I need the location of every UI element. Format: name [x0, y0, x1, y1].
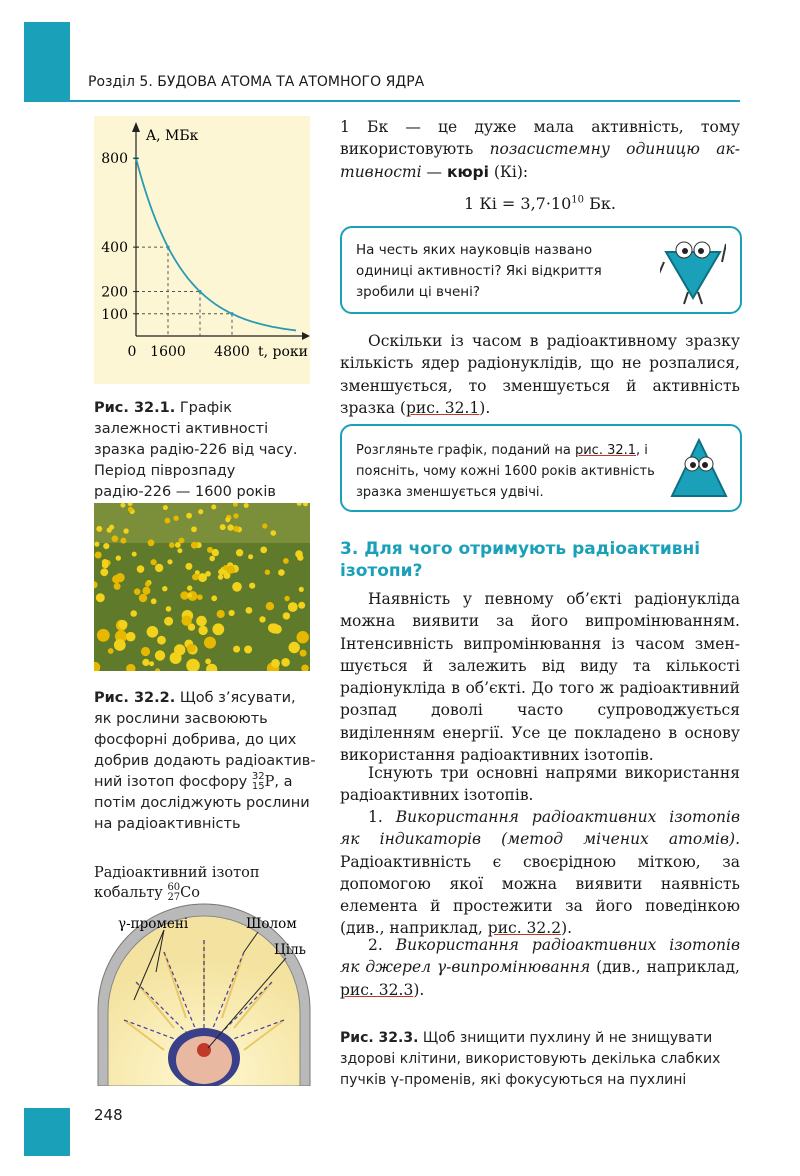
- question-1-text: На честь яких науковців названо одиниці активності? Які відкриття зробили ці вчені?: [356, 242, 602, 300]
- flower: [212, 623, 224, 635]
- flower: [157, 636, 166, 645]
- figure-caption-32-2: [94, 688, 316, 835]
- formula-exponent: 10: [571, 194, 585, 206]
- y-tick-label: 200: [101, 284, 128, 301]
- p1-dash: —: [421, 162, 447, 181]
- section-heading: 3. Для чого отримують радіоактивні ізотопи?: [340, 539, 701, 581]
- flower: [186, 513, 192, 519]
- flower: [123, 528, 128, 533]
- element-symbol: Co: [180, 885, 200, 901]
- y-axis-arrow: [132, 122, 140, 132]
- flower: [100, 568, 108, 576]
- paragraph-detection: Наявність у певному об’єкті радіонукліда можна виявити за його випромінюванням. Інтенсивність випромінювання із часом зменшується й залежить від виду та кількості радіонукліда в об’єкті. До того ж радіоактивний розпад доволі часто супроводжується виділенням енергії. Усе це покладено в основу використання радіоактивних ізотопів.: [340, 590, 740, 765]
- decay-curve: [136, 158, 296, 330]
- flower: [196, 616, 207, 627]
- flower: [177, 548, 182, 553]
- flower: [244, 646, 252, 654]
- flower: [126, 632, 136, 642]
- gamma-knife-diagram: [94, 900, 314, 1086]
- flower: [278, 569, 285, 576]
- flower: [204, 637, 216, 649]
- flower: [295, 550, 303, 558]
- target-label: Ціль: [274, 942, 307, 958]
- flower: [174, 644, 185, 655]
- flower: [271, 659, 280, 668]
- flower: [191, 542, 198, 549]
- flower: [205, 659, 211, 665]
- p1-italic: позасистемну одиницю активності: [340, 140, 740, 181]
- caption-text-end: , а потім досліджують рослини на радіоактивність: [94, 774, 310, 832]
- section-header: Розділ 5. БУДОВА АТОМА ТА АТОМНОГО ЯДРА: [88, 74, 425, 90]
- x-tick-label: 4800: [214, 344, 250, 360]
- paragraph-becquerel: [340, 116, 740, 183]
- flower: [227, 565, 235, 573]
- flower: [166, 606, 172, 612]
- x-axis-arrow: [302, 332, 310, 340]
- x-tick-label: 1600: [150, 344, 186, 360]
- flower: [209, 556, 215, 562]
- element-symbol: P: [264, 774, 275, 790]
- flower: [175, 542, 181, 548]
- flower: [95, 552, 102, 559]
- curie-formula: [340, 194, 740, 213]
- flower: [198, 626, 207, 635]
- flower: [283, 612, 290, 619]
- y-tick-label: 100: [101, 306, 128, 323]
- flower: [236, 549, 243, 556]
- helmet-label: Шолом: [246, 916, 297, 932]
- field-far: [94, 503, 310, 543]
- flower: [191, 526, 197, 532]
- flower: [212, 549, 219, 556]
- flower: [262, 523, 267, 528]
- flower: [260, 547, 267, 554]
- data-point: [198, 290, 201, 293]
- activity-chart: [94, 116, 310, 384]
- flower: [181, 616, 191, 626]
- flower: [173, 516, 178, 521]
- q2-text-end: , і поясніть, чому кожні 1600 років активність зразка зменшується удвічі.: [356, 443, 655, 500]
- flower: [225, 517, 230, 522]
- item-end: ).: [561, 919, 573, 938]
- y-tick-label: 800: [101, 151, 128, 168]
- flower: [198, 509, 203, 514]
- tumor-target: [197, 1043, 211, 1057]
- question-mascot-icon: [660, 232, 726, 306]
- flower: [145, 581, 150, 586]
- flower: [132, 552, 137, 557]
- flower: [155, 650, 165, 660]
- item-title: Використання радіоактивних ізотопів як джерел γ-випромінювання: [340, 936, 741, 977]
- mass-number: 60: [167, 882, 181, 893]
- item-number: 1.: [368, 808, 396, 826]
- flower: [187, 593, 192, 598]
- flower: [229, 610, 235, 616]
- flower: [198, 573, 207, 582]
- gamma-label: γ-промені: [118, 916, 189, 932]
- flower: [164, 617, 173, 626]
- diagram-label-line1: Радіоактивний ізотоп: [94, 865, 260, 881]
- flower: [112, 575, 120, 583]
- p2-text: Оскільки із часом в радіоактивному зразку кількість ядер радіонуклідів, що не розпалися, зменшується, то зменшується й активність зразка (: [340, 332, 740, 417]
- flower: [149, 661, 154, 666]
- diagram-label-line2: кобальту: [94, 885, 168, 901]
- flower: [217, 610, 225, 618]
- helmet-diagram-svg: [94, 900, 314, 1086]
- flower: [185, 563, 192, 570]
- figure-caption-32-1: [94, 398, 314, 503]
- diagram-source-label: [94, 864, 314, 903]
- flower: [118, 620, 127, 629]
- header-rule: [24, 100, 740, 102]
- flower: [108, 648, 114, 654]
- caption-label: Рис. 32.2.: [94, 690, 176, 706]
- flower: [96, 526, 102, 532]
- y-axis-label: A, МБк: [146, 128, 199, 144]
- formula-unit: Бк.: [584, 194, 616, 213]
- flower: [139, 594, 147, 602]
- item-title: Використання радіоактивних ізотопів як індикаторів (метод мічених атомів).: [340, 808, 741, 849]
- x-tick-label: 0: [127, 344, 137, 360]
- flower: [94, 542, 99, 547]
- flower: [281, 658, 290, 667]
- footer-accent-bar: [24, 1108, 70, 1156]
- flower: [96, 593, 105, 602]
- flower: [211, 505, 216, 510]
- flower: [137, 565, 145, 573]
- flower: [197, 594, 203, 600]
- mass-number: 32: [251, 771, 265, 782]
- flower: [151, 559, 157, 565]
- caption-label: Рис. 32.1.: [94, 400, 176, 416]
- x-axis-label: t, роки: [258, 344, 308, 360]
- flower: [114, 639, 126, 651]
- flower: [116, 555, 121, 560]
- curie-term: кюрі: [446, 162, 489, 181]
- p1-end: (Кі):: [488, 162, 529, 181]
- atomic-number: 27: [167, 892, 181, 903]
- flower: [142, 587, 150, 595]
- flower: [233, 526, 239, 532]
- flower: [233, 513, 238, 518]
- flower: [265, 570, 270, 575]
- flower: [227, 524, 233, 530]
- figure-caption-32-3: [340, 1028, 740, 1091]
- flower: [97, 629, 110, 642]
- flower: [142, 659, 149, 666]
- data-point: [166, 246, 169, 249]
- flower: [248, 554, 253, 559]
- flower: [211, 595, 217, 601]
- flower: [289, 642, 300, 653]
- paragraph-three-directions: Існують три основні напрями використання радіоактивних ізотопів.: [340, 764, 740, 805]
- data-point: [230, 312, 233, 315]
- caption-text: Графік залежності активності зразка радію-226 від часу. Період піврозпаду радію-226 — 1600 років: [94, 400, 298, 500]
- page-number: 248: [94, 1106, 123, 1124]
- flower: [271, 530, 277, 536]
- flower: [187, 644, 196, 653]
- flower: [147, 626, 159, 638]
- flower: [259, 616, 265, 622]
- flower-field-image: [94, 503, 310, 671]
- q2-text-start: Розгляньте графік, поданий на: [356, 443, 575, 458]
- flower: [220, 524, 226, 530]
- flower: [284, 596, 289, 601]
- item-end: ).: [413, 980, 425, 999]
- flower: [162, 586, 167, 591]
- flower-field-photo: [94, 503, 310, 671]
- figure-link-32-1[interactable]: рис. 32.1: [405, 398, 480, 417]
- flower: [266, 602, 274, 610]
- flower: [187, 585, 192, 590]
- formula-main: 1 Кі = 3,7·10: [464, 194, 572, 213]
- header-accent-bar: [24, 22, 70, 102]
- flower: [102, 559, 108, 565]
- flower: [300, 650, 307, 657]
- y-tick-label: 400: [101, 240, 128, 257]
- paragraph-activity-decrease: [340, 330, 740, 419]
- flower: [298, 602, 305, 609]
- flower: [288, 602, 298, 612]
- paragraph-indicators: [340, 806, 740, 940]
- flower: [163, 505, 168, 510]
- flower: [165, 518, 171, 524]
- flower: [112, 535, 119, 542]
- chart-svg: [94, 116, 310, 384]
- flower: [269, 623, 279, 633]
- flower: [130, 610, 137, 617]
- flower: [244, 503, 249, 508]
- flower: [148, 539, 155, 546]
- item-number: 2.: [368, 936, 396, 954]
- flower: [107, 528, 112, 533]
- flower: [169, 542, 175, 548]
- figure-link-32-1[interactable]: рис. 32.1: [574, 443, 637, 458]
- flower: [114, 583, 121, 590]
- p2-end: ).: [479, 398, 491, 417]
- isotope-numbers: [252, 772, 265, 792]
- flower: [233, 646, 240, 653]
- flower: [283, 558, 289, 564]
- flower: [249, 583, 255, 589]
- figure-link-32-3[interactable]: рис. 32.3: [340, 980, 414, 999]
- item-text: (див., наприклад,: [590, 958, 740, 977]
- flower: [192, 574, 199, 581]
- caption-label: Рис. 32.3.: [340, 1030, 419, 1046]
- flower: [141, 647, 150, 656]
- caption-text: Щоб знищити пухлину й не знищувати здорові клітини, використовують декілька слабких пучків γ-променів, які фокусуються на пухлині: [340, 1030, 721, 1088]
- flower: [134, 588, 141, 595]
- flower: [155, 564, 163, 572]
- figure-link-32-2[interactable]: рис. 32.2: [487, 919, 562, 938]
- atomic-number: 15: [251, 781, 265, 792]
- flower: [246, 607, 253, 614]
- flower: [128, 507, 133, 512]
- flower: [218, 574, 223, 579]
- flower: [232, 582, 242, 592]
- flower: [167, 559, 172, 564]
- flower: [297, 631, 309, 643]
- caption-text: Щоб з’ясувати, як рослини засвоюють фосфорні добрива, до цих добрив додають радіоактивний ізотоп фосфору: [94, 690, 316, 790]
- flower: [299, 587, 304, 592]
- p1-text: 1 Бк — це дуже мала активність, тому використовують: [340, 118, 740, 159]
- flower: [151, 598, 157, 604]
- flower: [120, 538, 126, 544]
- question-2-text: [356, 440, 656, 503]
- flower: [103, 543, 109, 549]
- item-text: Радіоактивність є своєрідною міткою, за допомогою якої можна виявити наявність елемента й простежити за його поведінкою (див., наприклад,: [340, 852, 740, 938]
- explain-mascot-icon: [668, 436, 730, 502]
- paragraph-gamma-sources: [340, 934, 740, 1001]
